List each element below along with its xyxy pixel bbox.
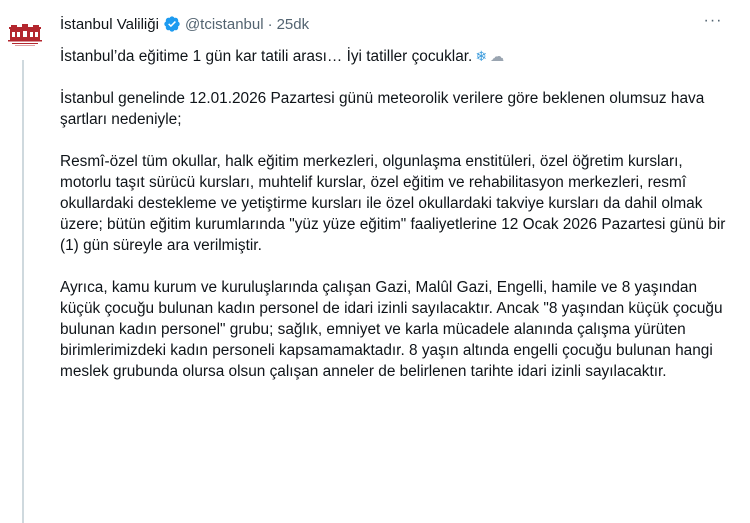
separator-dot: · xyxy=(267,15,273,33)
avatar[interactable] xyxy=(6,22,44,48)
tweet-text xyxy=(60,46,728,382)
tweet-paragraph-3: Resmî-özel tüm okullar, halk eğitim merkezleri, olgunlaşma enstitüleri, özel öğretim kursları, motorlu taşıt sürücü kursları, muhtelif kurslar, özel eğitim ve rehabilitasyon merkezleri, resmî okullardaki destekleme ve yetiştirme kursları ile özel okullardaki takviye kursları da dahil olmak üzere; bütün eğitim kurumlarında "yüz yüze eğitim" faaliyetlerine 12 Ocak 2026 Pazartesi günü bir (1) gün süreyle ara verilmiştir. xyxy=(60,153,726,255)
avatar-column xyxy=(0,0,48,523)
display-name[interactable]: İstanbul Valiliği xyxy=(60,15,159,33)
more-options-icon[interactable]: ··· xyxy=(703,12,723,29)
tweet-paragraph-1 xyxy=(60,46,728,67)
snow-cloud-icon: ☁ xyxy=(490,48,505,65)
tweet-header xyxy=(60,12,732,36)
paragraph-1-text: İstanbul’da eğitime 1 gün kar tatili arası… İyi tatiller çocuklar. xyxy=(60,48,473,65)
post-time[interactable]: 25dk xyxy=(276,15,310,33)
thread-line xyxy=(22,60,24,523)
author-handle[interactable]: @tcistanbul xyxy=(184,15,264,33)
snowflake-icon: ❄ xyxy=(475,48,488,65)
tweet-paragraph-4: Ayrıca, kamu kurum ve kuruluşlarında çalışan Gazi, Malûl Gazi, Engelli, hamile ve 8 yaşından küçük çocuğu bulunan kadın personel de idari izinli sayılacaktır. Ancak "8 yaşından küçük çocuğu bulunan kadın personel" grubu; sağlık, emniyet ve karla mücadele alanında çalışma yürüten birimlerimizdeki kadın personeli kapsamamaktadır. 8 yaşın altında engelli çocuğu bulunan hangi meslek grubunda olursa olsun çalışan anneler de belirlenen tarihte idari izinli sayılacaktır. xyxy=(60,279,723,381)
verified-badge-icon xyxy=(163,15,181,33)
istanbul-governorship-logo-icon xyxy=(6,22,44,48)
tweet-body xyxy=(60,0,732,403)
tweet-paragraph-2: İstanbul genelinde 12.01.2026 Pazartesi günü meteorolik verilere göre beklenen olumsuz hava şartları nedeniyle; xyxy=(60,90,705,129)
